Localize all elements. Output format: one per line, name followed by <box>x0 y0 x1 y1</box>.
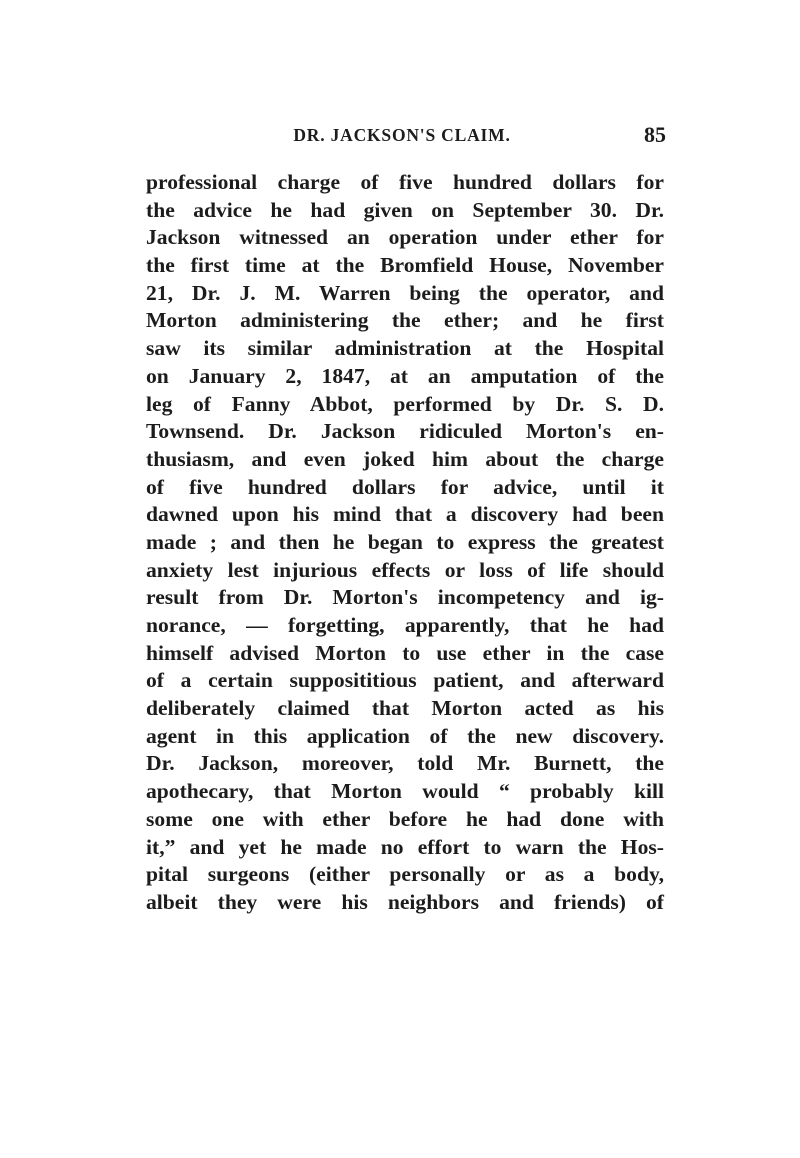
text-line: professional charge of five hundred dollars for <box>146 170 664 194</box>
text-line: himself advised Morton to use ether in the case <box>146 640 664 665</box>
text-line: Morton administering the ether; and he first <box>146 308 664 333</box>
text-line: Dr. Jackson, moreover, told Mr. Burnett, the <box>146 751 664 776</box>
text-line: agent in this application of the new discovery. <box>146 723 664 748</box>
text-line: dawned upon his mind that a discovery had been <box>146 502 664 527</box>
text-line: result from Dr. Morton's incompetency and ig- <box>146 585 664 610</box>
text-line: thusiasm, and even joked him about the charge <box>146 446 664 471</box>
page-number: 85 <box>644 122 666 147</box>
text-line: Townsend. Dr. Jackson ridiculed Morton's en- <box>146 419 664 444</box>
text-line: the advice he had given on September 30. Dr. <box>146 197 664 222</box>
text-line: the first time at the Bromfield House, November <box>146 253 664 278</box>
running-head: DR. JACKSON'S CLAIM. <box>293 125 511 145</box>
text-line: albeit they were his neighbors and friends) of <box>146 889 664 914</box>
text-line: leg of Fanny Abbot, performed by Dr. S. D. <box>146 391 664 416</box>
text-line: norance, — forgetting, apparently, that he had <box>146 613 664 637</box>
text-line: some one with ether before he had done with <box>146 806 664 831</box>
text-line: deliberately claimed that Morton acted as his <box>146 696 664 721</box>
text-line: it,” and yet he made no effort to warn the Hos- <box>146 834 664 859</box>
page-header <box>138 120 666 150</box>
text-line: Jackson witnessed an operation under ether for <box>146 225 664 250</box>
text-line: apothecary, that Morton would “ probably kill <box>146 779 664 804</box>
text-line: 21, Dr. J. M. Warren being the operator, and <box>146 280 664 305</box>
text-line: pital surgeons (either personally or as a body, <box>146 862 664 887</box>
text-line: of five hundred dollars for advice, until it <box>146 474 664 499</box>
text-line: made ; and then he began to express the greatest <box>146 529 664 554</box>
text-line: on January 2, 1847, at an amputation of the <box>146 363 664 388</box>
text-line: anxiety lest injurious effects or loss of life should <box>146 557 664 582</box>
text-line: saw its similar administration at the Hospital <box>146 336 664 361</box>
text-line: of a certain supposititious patient, and afterward <box>146 668 664 693</box>
body-text <box>146 169 664 917</box>
